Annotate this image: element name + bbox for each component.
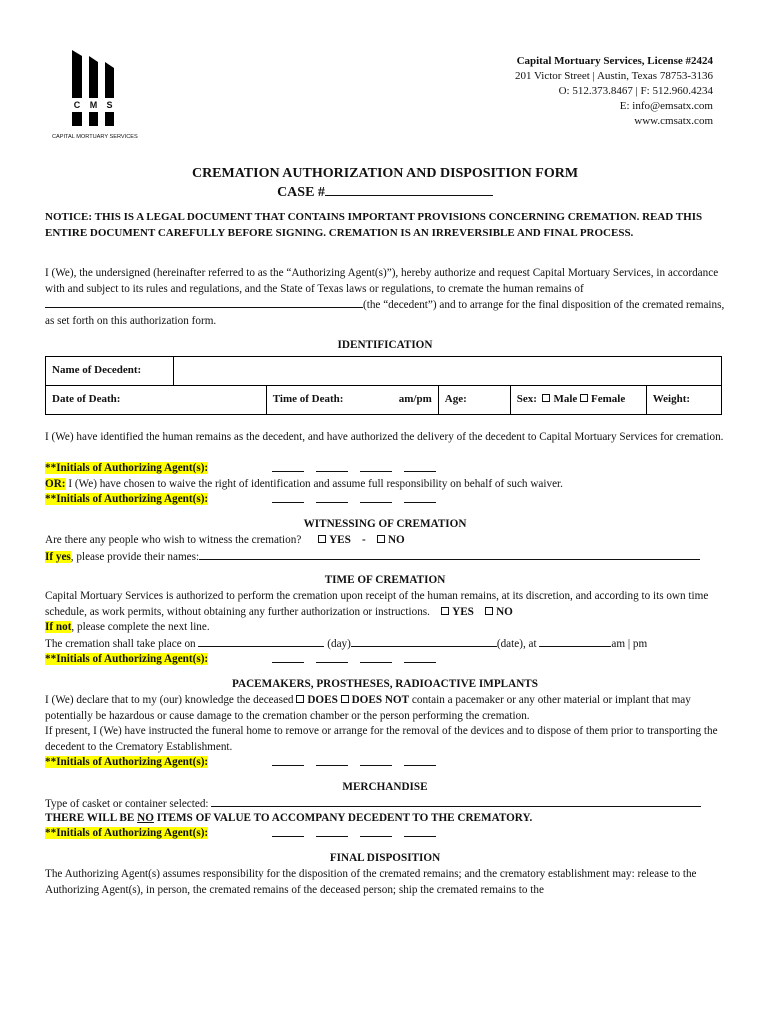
casket-type-field[interactable] — [211, 796, 701, 807]
witness-question-line — [45, 533, 735, 549]
pacemakers-heading: PACEMAKERS, PROSTHESES, RADIOACTIVE IMPLANTS — [232, 678, 538, 690]
legal-notice: NOTICE: THIS IS A LEGAL DOCUMENT THAT CONTAINS IMPORTANT PROVISIONS CONCERNING CREMATION. READ THIS ENTIRE DOCUMENT CAREFULLY BEFORE SIGNING. CREMATION IS AN IRREVERSIBLE AND FINAL PROCESS. — [45, 211, 703, 239]
day-label: (day) — [324, 638, 351, 650]
am-pm-label: am/pm — [398, 393, 432, 406]
company-address: 201 Victor Street | Austin, Texas 78753-3136 — [514, 70, 713, 82]
pacemakers-text-1b: contain a pacemaker or any other material or implant that may potentially be hazardous or cause damage to the cremation chamber or the person performing the cremation. — [45, 694, 691, 722]
female-label: Female — [591, 393, 626, 406]
initials-row-1 — [45, 461, 208, 477]
witness-no-label: NO — [387, 534, 405, 546]
initials-fields-3[interactable] — [272, 652, 448, 669]
cms-logo-mark — [52, 48, 142, 140]
time-of-death-cell[interactable] — [266, 386, 438, 415]
time-no-label: NO — [496, 605, 513, 618]
witness-no-checkbox[interactable] — [377, 535, 385, 543]
identification-heading: IDENTIFICATION — [337, 339, 433, 351]
time-of-cremation-heading: TIME OF CREMATION — [324, 574, 446, 586]
sex-cell — [510, 386, 646, 415]
cremation-time-field[interactable] — [539, 636, 611, 647]
initials-fields-2[interactable] — [272, 492, 448, 509]
initials-label: **Initials of Authorizing Agent(s): — [45, 827, 209, 839]
logo-letter-s: S — [106, 100, 113, 110]
if-yes-label: If yes — [45, 551, 71, 563]
initials-row-2 — [45, 492, 208, 508]
company-logo — [52, 48, 142, 140]
witness-question: Are there any people who wish to witness the cremation? — [45, 534, 302, 546]
date-of-death-label: Date of Death: — [52, 393, 121, 406]
weight-cell[interactable] — [646, 386, 721, 415]
initials-row-3 — [45, 652, 208, 668]
identification-table — [45, 356, 722, 415]
waiver-text: I (We) have chosen to waive the right of identification and assume full responsibility on behalf of such waiver. — [65, 478, 563, 490]
company-email: E: info@emsatx.com — [619, 100, 713, 112]
time-of-cremation-paragraph — [45, 589, 735, 620]
cremation-date-line — [45, 636, 735, 653]
identified-paragraph: I (We) have identified the human remains as the decedent, and have authorized the delivery of the decedent to Capital Mortuary Services for cremation. — [45, 431, 724, 443]
pacemakers-text-1a: I (We) declare that to my (our) knowledge the deceased — [45, 694, 297, 706]
time-of-death-label: Time of Death: — [272, 393, 344, 406]
time-no-checkbox[interactable] — [485, 607, 493, 615]
merchandise-heading: MERCHANDISE — [342, 781, 428, 793]
cremation-date-field[interactable] — [351, 636, 497, 647]
intro-paragraph — [45, 266, 735, 329]
form-title-line: CREMATION AUTHORIZATION AND DISPOSITION FORM — [191, 166, 579, 181]
does-checkbox[interactable] — [296, 695, 304, 703]
witness-yes-label: YES — [329, 534, 351, 546]
initials-fields-4[interactable] — [272, 755, 448, 772]
witness-dash: - — [362, 534, 366, 546]
initials-label: **Initials of Authorizing Agent(s): — [45, 756, 209, 768]
time-of-cremation-text: Capital Mortuary Services is authorized to perform the cremation upon receipt of the human remains, at its discretion, and according to its own time schedule, as work permits, without obtaining any further authorization or instructions. — [45, 590, 709, 618]
warning-text-b: ITEMS OF VALUE TO ACCOMPANY DECEDENT TO THE CREMATORY. — [153, 812, 533, 824]
if-not-line — [45, 620, 735, 636]
initials-label: **Initials of Authorizing Agent(s): — [45, 653, 209, 665]
male-checkbox[interactable] — [542, 394, 550, 402]
form-title — [0, 164, 770, 202]
pacemakers-paragraph-2: If present, I (We) have instructed the funeral home to remove or arrange for the removal of the devices and to dispose of them prior to transporting the decedent to the Crematory Establishment. — [45, 725, 718, 753]
date-of-death-cell[interactable] — [46, 386, 267, 415]
decedent-name-field[interactable] — [45, 297, 363, 308]
waiver-line — [45, 477, 735, 493]
name-of-decedent-label: Name of Decedent: — [46, 357, 174, 386]
does-label: DOES — [307, 694, 338, 706]
case-label: CASE # — [277, 185, 325, 200]
does-not-checkbox[interactable] — [341, 695, 349, 703]
initials-row-4 — [45, 755, 208, 771]
witness-names-line — [45, 549, 735, 566]
time-yes-checkbox[interactable] — [441, 607, 449, 615]
witness-names-field[interactable] — [199, 549, 700, 560]
am-pm-label: am | pm — [611, 638, 648, 650]
cremation-day-field[interactable] — [198, 636, 324, 647]
intro-text-1: I (We), the undersigned (hereinafter referred to as the “Authorizing Agent(s)”), hereby authorize and request Capital Mortuary Services, in accordance with and subject to its rules and regulations, and the State of Texas laws or regulations, to cremate the human remains of — [45, 267, 719, 295]
sex-label: Sex: — [516, 393, 537, 406]
logo-letter-c: C — [73, 100, 81, 110]
age-label: Age: — [444, 393, 467, 406]
intro-text-2: (the “decedent”) and to arrange for the final disposition of the cremated remains, as set forth on this authorization form. — [45, 299, 725, 327]
pacemakers-paragraph-1 — [45, 693, 735, 724]
if-not-text: , please complete the next line. — [71, 621, 210, 633]
logo-letter-m: M — [89, 100, 98, 110]
age-cell[interactable] — [438, 386, 510, 415]
witness-yes-checkbox[interactable] — [318, 535, 326, 543]
casket-label: Type of casket or container selected: — [45, 798, 212, 810]
name-of-decedent-field[interactable] — [174, 357, 722, 386]
female-checkbox[interactable] — [580, 394, 588, 402]
company-name: Capital Mortuary Services, License #2424 — [516, 55, 713, 67]
initials-label: **Initials of Authorizing Agent(s): — [45, 462, 209, 474]
date-label: (date), at — [496, 638, 540, 650]
case-number-field[interactable] — [325, 185, 493, 196]
case-number — [0, 183, 770, 202]
take-place-text: The cremation shall take place on — [45, 638, 199, 650]
male-label: Male — [553, 393, 578, 406]
logo-caption: CAPITAL MORTUARY SERVICES — [52, 134, 138, 140]
final-disposition-heading: FINAL DISPOSITION — [329, 852, 441, 864]
company-phone: O: 512.373.8467 | F: 512.960.4234 — [558, 85, 713, 97]
company-website: www.cmsatx.com — [634, 115, 713, 127]
final-disposition-paragraph: The Authorizing Agent(s) assumes responsibility for the disposition of the cremated remains; and the crematory establishment may: release to the Authorizing Agent(s), in person, the cremated remains of the deceased person; ship the cremated remains to the — [45, 868, 697, 896]
warning-no: NO — [137, 812, 154, 824]
weight-label: Weight: — [652, 393, 691, 406]
initials-row-5 — [45, 826, 208, 842]
if-not-label: If not — [45, 621, 72, 633]
company-info — [515, 54, 713, 129]
witnessing-heading: WITNESSING OF CREMATION — [303, 518, 467, 530]
witness-provide-text: , please provide their names: — [70, 551, 200, 563]
initials-label: **Initials of Authorizing Agent(s): — [45, 493, 209, 505]
time-yes-label: YES — [452, 605, 474, 618]
or-label: OR: — [45, 478, 66, 490]
does-not-label: DOES NOT — [351, 694, 410, 706]
no-valuables-warning — [45, 811, 735, 827]
initials-fields-1[interactable] — [272, 461, 448, 478]
initials-fields-5[interactable] — [272, 826, 448, 843]
warning-text-a: THERE WILL BE — [45, 812, 138, 824]
